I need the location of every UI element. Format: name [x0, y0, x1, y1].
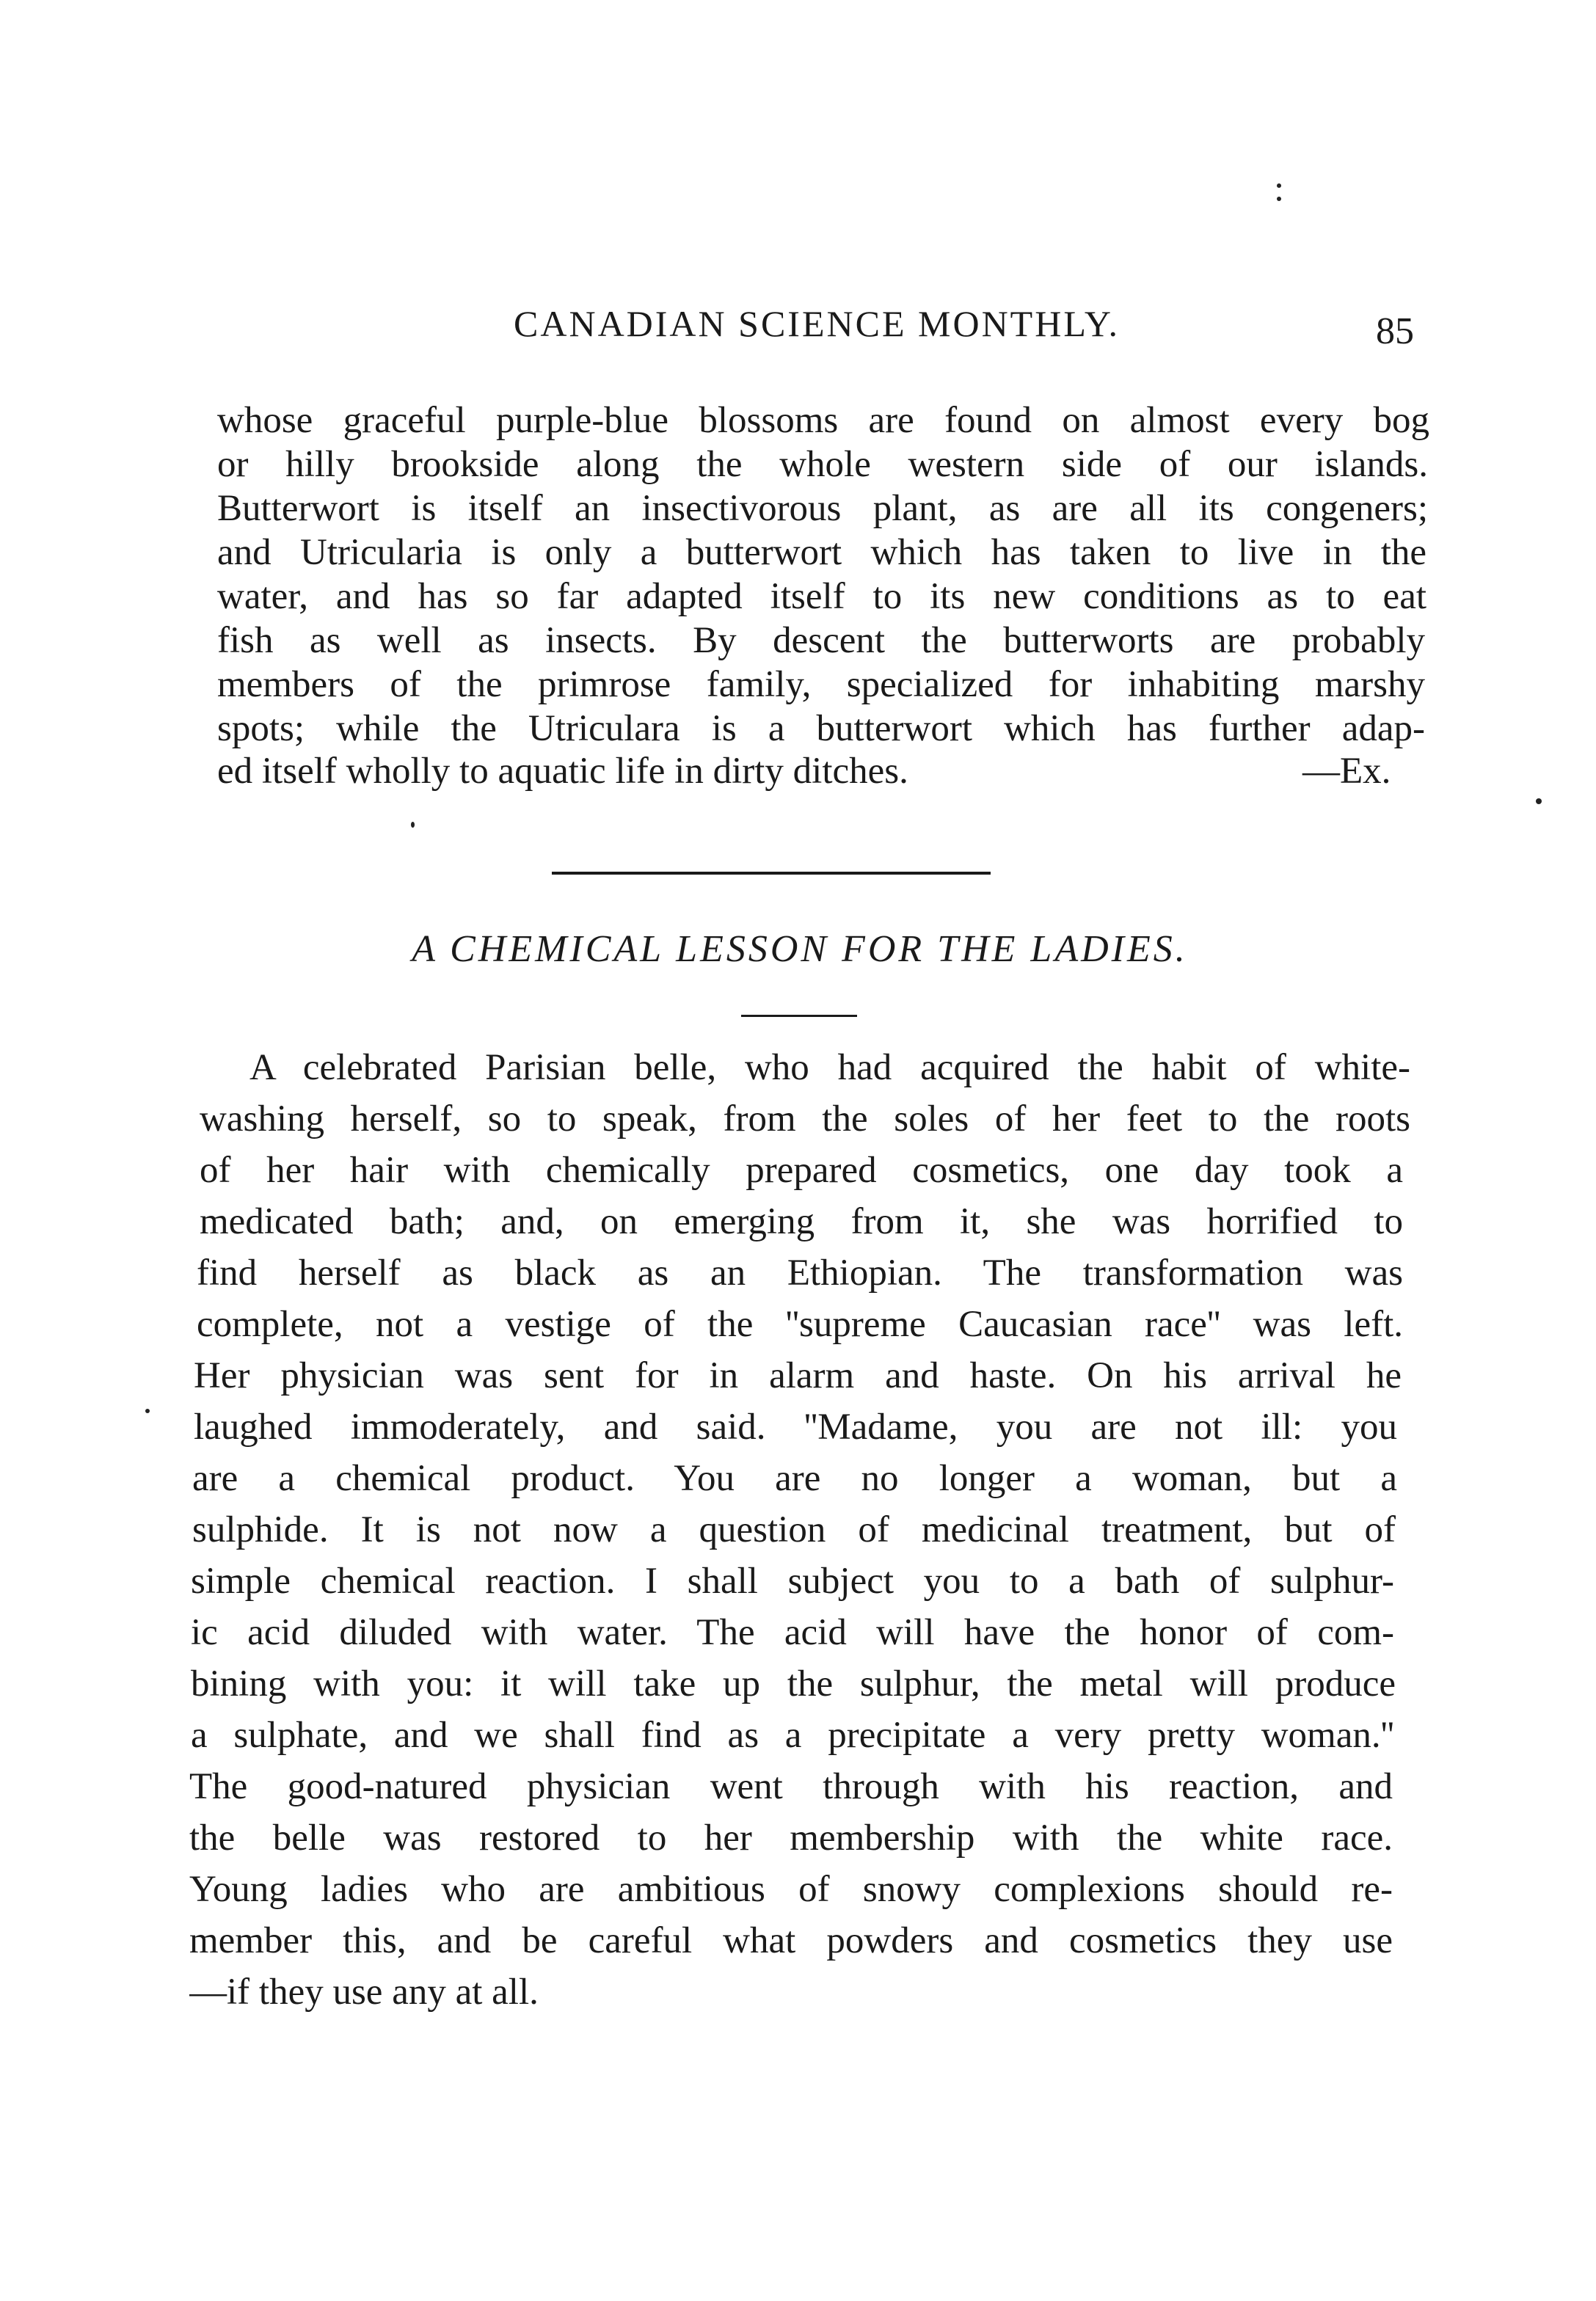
text-line: medicated bath; and, on emerging from it, she was horrified to	[200, 1201, 1403, 1242]
scan-speck	[1277, 183, 1281, 188]
text-line: whose graceful purple-blue blossoms are found on almost every bog	[217, 400, 1429, 441]
text-line: or hilly brookside along the whole western side of our islands.	[217, 444, 1428, 485]
text-line: spots; while the Utriculara is a butterwort which has further adap-	[217, 708, 1425, 749]
scan-speck	[145, 1409, 150, 1413]
text-line: bining with you: it will take up the sulphur, the metal will produce	[191, 1663, 1396, 1704]
text-line: sulphide. It is not now a question of medicinal treatment, but of	[192, 1509, 1396, 1550]
scan-speck	[1277, 197, 1281, 201]
text-line: members of the primrose family, specialized for inhabiting marshy	[217, 664, 1425, 705]
text-line: Butterwort is itself an insectivorous plant, as are all its congeners;	[217, 488, 1428, 529]
text-line: find herself as black as an Ethiopian. The transformation was	[197, 1252, 1403, 1294]
text-line: —if they use any at all.	[189, 1972, 539, 2013]
text-line: laughed immoderately, and said. ''Madame, you are not ill: you	[194, 1407, 1397, 1448]
text-line: simple chemical reaction. I shall subject you to a bath of sulphur-	[191, 1561, 1394, 1602]
text-line: ed itself wholly to aquatic life in dirty ditches.	[217, 751, 908, 792]
text-line: the belle was restored to her membership with the white race.	[189, 1817, 1393, 1859]
text-line: fish as well as insects. By descent the butterworts are probably	[217, 620, 1425, 661]
text-line: complete, not a vestige of the ''supreme Caucasian race'' was left.	[197, 1304, 1403, 1345]
text-line: are a chemical product. You are no longer a woman, but a	[192, 1458, 1397, 1499]
text-line: member this, and be careful what powders and cosmetics they use	[189, 1920, 1393, 1961]
text-line: ic acid diluded with water. The acid will have the honor of com-	[191, 1612, 1394, 1653]
text-line: washing herself, so to speak, from the soles of her feet to the roots	[200, 1098, 1410, 1139]
section-divider-rule	[552, 872, 991, 875]
scan-speck	[411, 822, 415, 828]
running-header-title: CANADIAN SCIENCE MONTHLY.	[514, 303, 1121, 344]
page-number: 85	[1376, 310, 1414, 352]
scan-speck	[1536, 798, 1542, 804]
text-line: a sulphate, and we shall find as a precipitate a very pretty woman.''	[191, 1715, 1394, 1756]
text-line: Her physician was sent for in alarm and haste. On his arrival he	[194, 1355, 1402, 1396]
text-line: A celebrated Parisian belle, who had acquired the habit of white-	[249, 1047, 1410, 1088]
text-line: and Utricularia is only a butterwort which has taken to live in the	[217, 532, 1426, 573]
text-line: The good-natured physician went through with his reaction, and	[189, 1766, 1393, 1807]
source-signature: —Ex.	[1302, 751, 1391, 792]
text-line: of her hair with chemically prepared cosmetics, one day took a	[200, 1150, 1403, 1191]
title-underline-rule	[741, 1015, 857, 1017]
text-line: water, and has so far adapted itself to its new conditions as to eat	[217, 576, 1426, 617]
article-title: A CHEMICAL LESSON FOR THE LADIES.	[412, 928, 1188, 970]
text-line: Young ladies who are ambitious of snowy complexions should re-	[189, 1869, 1393, 1910]
